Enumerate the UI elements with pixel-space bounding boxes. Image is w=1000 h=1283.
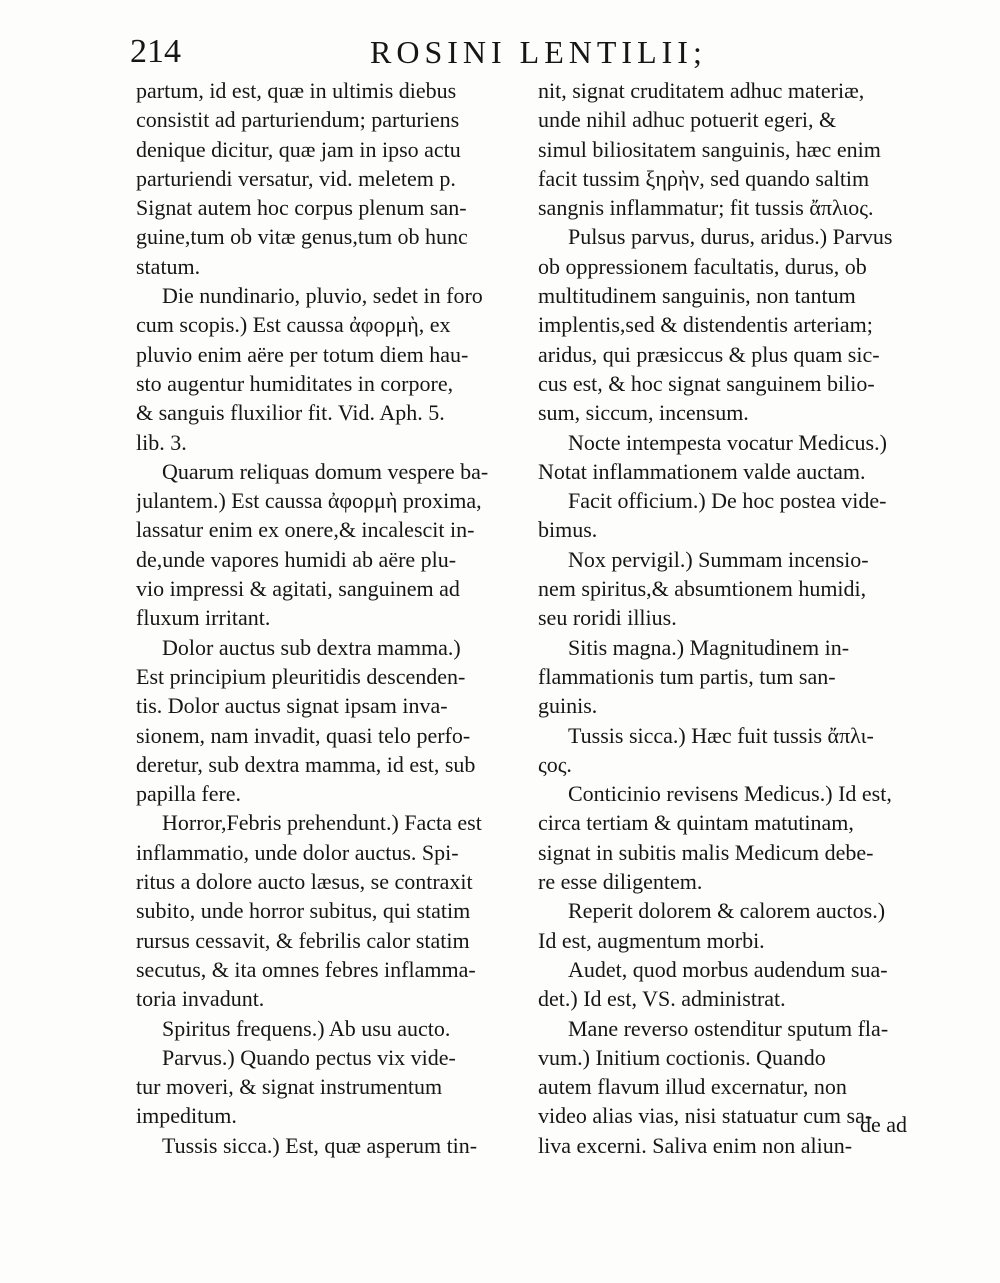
text-line: cus est, & hoc signat sanguinem bilio- [538,370,875,396]
text-line: Conticinio revisens Medicus.) Id est, [568,781,892,807]
text-line: parturiendi versatur, vid. meletem p. [136,165,456,191]
text-line: sangnis inflammatur; fit tussis ἄπλιος. [538,195,874,221]
text-line: nem spiritus,& absumtionem humidi, [538,576,867,602]
text-line: ritus a dolore aucto læsus, se contraxit [136,869,473,895]
text-line: cum scopis.) Est caussa ἀφορμὴ, ex [136,312,451,338]
text-line: subito, unde horror subitus, qui statim [136,898,471,924]
text-line: Nox pervigil.) Summam incensio- [568,546,869,572]
text-line: Notat inflammationem valde auctam. [538,458,866,484]
text-line: aridus, qui præsiccus & plus quam sic- [538,341,880,367]
text-line: circa tertiam & quintam matutinam, [538,810,854,836]
text-line: simul biliositatem sanguinis, hæc enim [538,136,881,162]
text-line: julantem.) Est caussa ἀφορμὴ proxima, [136,488,482,514]
text-line: Die nundinario, pluvio, sedet in foro [162,283,483,309]
text-line: Pulsus parvus, durus, aridus.) Parvus [568,224,893,250]
text-line: pluvio enim aëre per totum diem hau- [136,341,469,367]
running-head: ROSINI LENTILII; [370,34,707,70]
text-line: seu roridi illius. [538,605,677,631]
text-line: bimus. [538,517,598,543]
text-line: Sitis magna.) Magnitudinem in- [568,634,850,660]
text-line: fluxum irritant. [136,605,271,631]
text-line: sto augentur humiditates in corpore, [136,370,454,396]
right-text-column [538,76,930,1160]
text-line: deretur, sub dextra mamma, id est, sub [136,751,476,777]
text-line: liva excerni. Saliva enim non aliun- [538,1132,853,1158]
text-line: re esse diligentem. [538,869,703,895]
text-line: secutus, & ita omnes febres inflamma- [136,956,476,982]
text-line: tur moveri, & signat instrumentum [136,1074,443,1100]
text-line: & sanguis fluxilior fit. Vid. Aph. 5. [136,400,445,426]
text-line: de,unde vapores humidi ab aëre plu- [136,546,457,572]
text-line: nit, signat cruditatem adhuc materiæ, [538,78,865,103]
text-line: guinis. [538,693,598,719]
text-line: ςος. [538,751,572,777]
text-line: Nocte intempesta vocatur Medicus.) [568,429,887,455]
text-line: Mane reverso ostenditur sputum fla- [568,1015,889,1041]
text-line: Audet, quod morbus audendum sua- [568,956,888,982]
text-line: denique dicitur, quæ jam in ipso actu [136,136,461,162]
text-line: ob oppressionem facultatis, durus, ob [538,253,867,279]
text-line: Tussis sicca.) Est, quæ asperum tin- [162,1132,478,1158]
text-line: det.) Id est, VS. administrat. [538,986,786,1012]
text-line: Parvus.) Quando pectus vix vide- [162,1044,456,1070]
text-line: Reperit dolorem & calorem auctos.) [568,898,886,924]
text-line: Spiritus frequens.) Ab usu aucto. [162,1015,451,1041]
text-line: statum. [136,253,201,279]
text-line: Id est, augmentum morbi. [538,927,765,953]
text-line: Est principium pleuritidis descenden- [136,663,466,689]
text-line: toria invadunt. [136,986,265,1012]
text-line: multitudinem sanguinis, non tantum [538,283,856,309]
text-line: Tussis sicca.) Hæc fuit tussis ἄπλι- [568,722,874,748]
text-line: lib. 3. [136,429,187,455]
text-line: impeditum. [136,1103,237,1129]
text-line: rursus cessavit, & febrilis calor statim [136,927,470,953]
text-line: consistit ad parturiendum; parturiens [136,107,460,133]
text-line: Facit officium.) De hoc postea vide- [568,488,887,514]
text-line: Quarum reliquas domum vespere ba- [162,458,489,484]
text-line: Horror,Febris prehendunt.) Facta est [162,810,482,836]
text-line: inflammatio, unde dolor auctus. Spi- [136,839,459,865]
text-line: implentis,sed & distendentis arteriam; [538,312,873,338]
text-line: vio impressi & agitati, sanguinem ad [136,576,460,602]
text-line: flammationis tum partis, tum san- [538,663,836,689]
text-line: Signat autem hoc corpus plenum san- [136,195,467,221]
page-number: 214 [130,33,181,70]
catchword: de ad [860,1112,908,1137]
text-line: unde nihil adhuc potuerit egeri, & [538,107,837,133]
text-line: video alias vias, nisi statuatur cum sa- [538,1103,873,1129]
left-text-column [136,76,520,1160]
text-line: Dolor auctus sub dextra mamma.) [162,634,461,660]
text-line: guine,tum ob vitæ genus,tum ob hunc [136,224,468,250]
text-line: sionem, nam invadit, quasi telo perfo- [136,722,471,748]
text-line: signat in subitis malis Medicum debe- [538,839,874,865]
text-line: facit tussim ξηρὴν, sed quando saltim [538,165,870,191]
text-line: papilla fere. [136,781,242,807]
text-line: sum, siccum, incensum. [538,400,749,426]
text-line: tis. Dolor auctus signat ipsam inva- [136,693,448,719]
text-line: vum.) Initium coctionis. Quando [538,1044,826,1070]
text-line: lassatur enim ex onere,& incalescit in- [136,517,475,543]
page-header [130,28,930,76]
text-line: partum, id est, quæ in ultimis diebus [136,78,457,103]
text-line: autem flavum illud excernatur, non [538,1074,847,1100]
